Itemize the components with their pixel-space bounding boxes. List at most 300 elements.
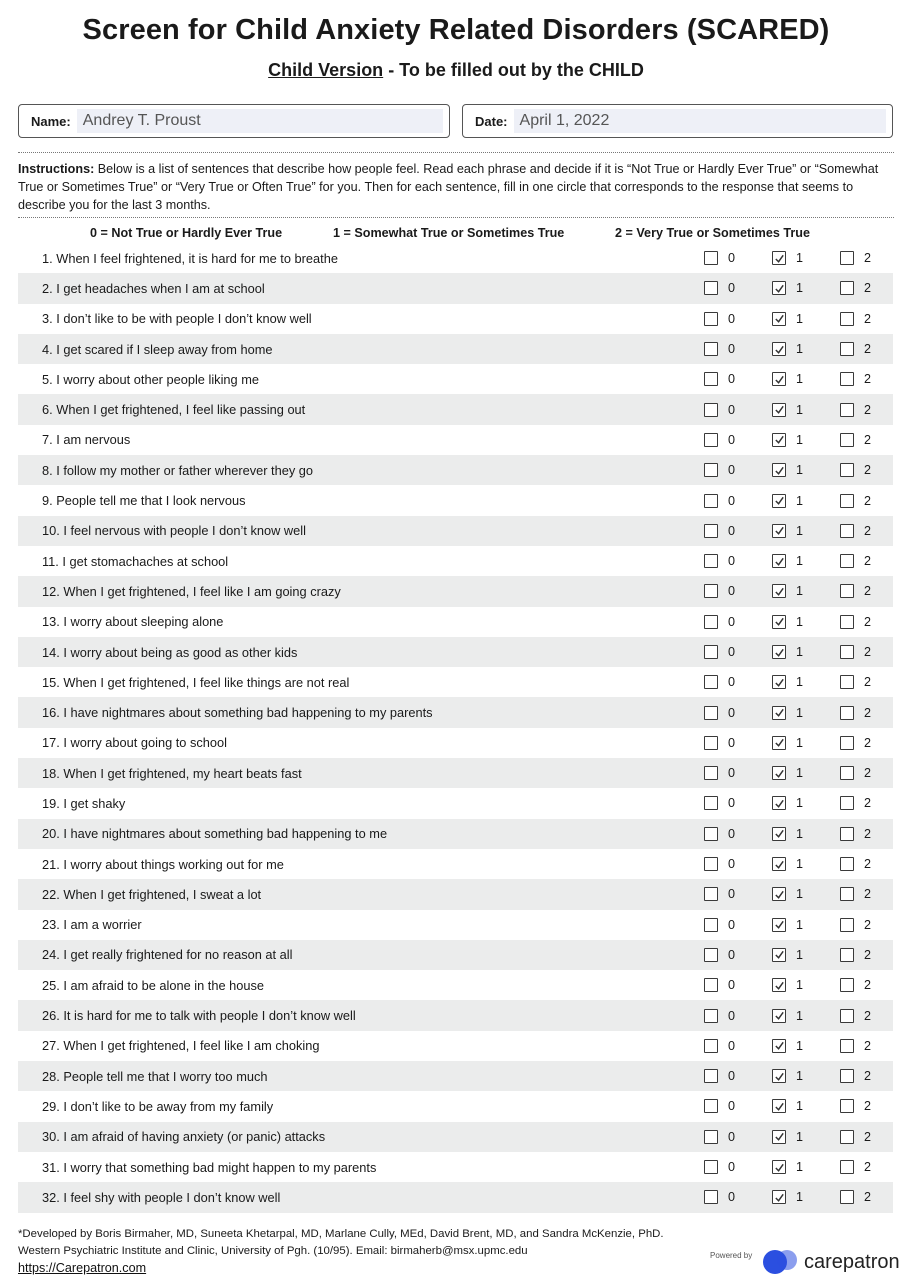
option-1 [772,342,803,356]
question-row [18,1091,893,1121]
check-icon [774,889,785,900]
checkbox[interactable] [840,281,854,295]
option-label: 0 [728,735,736,750]
checkbox[interactable] [704,615,718,629]
option-1 [772,312,803,326]
question-row [18,910,893,940]
question-row [18,273,893,303]
checkbox[interactable] [704,1009,718,1023]
question-number: 26. [42,1008,60,1024]
question-row [18,637,893,667]
option-label: 2 [864,372,872,387]
checkbox[interactable] [704,766,718,780]
option-label: 2 [864,1008,872,1023]
question-row [18,758,893,788]
checkbox[interactable] [704,706,718,720]
option-0 [704,342,735,356]
question-text [42,402,305,417]
option-0 [704,1190,735,1204]
option-1 [772,584,803,598]
checkbox[interactable] [840,736,854,750]
question-number: 14. [42,644,60,660]
question-number: 1. [42,250,53,266]
option-label: 1 [796,342,804,357]
option-label: 2 [864,1069,872,1084]
question-label: I follow my mother or father wherever they go [56,462,314,478]
option-2 [840,736,871,750]
option-1 [772,645,803,659]
checkbox[interactable] [840,494,854,508]
option-label: 0 [728,614,736,629]
option-0 [704,1069,735,1083]
checkbox[interactable] [840,1160,854,1174]
checked-checkbox[interactable] [772,494,786,508]
question-label: I worry about going to school [63,735,227,751]
question-row [18,485,893,515]
form-subtitle [0,60,912,81]
name-field [18,104,450,138]
checkbox[interactable] [840,675,854,689]
option-label: 0 [728,796,736,811]
checkbox[interactable] [840,645,854,659]
question-number: 5. [42,371,53,387]
checkbox[interactable] [704,281,718,295]
check-icon [774,253,785,264]
option-label: 1 [796,917,804,932]
question-number: 7. [42,432,53,448]
question-text [42,947,292,962]
carepatron-brand [762,1248,900,1276]
question-row [18,455,893,485]
question-row [18,243,893,273]
checkbox[interactable] [840,1069,854,1083]
checkbox[interactable] [840,857,854,871]
checkbox[interactable] [704,1069,718,1083]
question-text [42,675,349,690]
checked-checkbox[interactable] [772,706,786,720]
checkbox[interactable] [704,494,718,508]
question-number: 24. [42,947,60,963]
checkbox[interactable] [704,736,718,750]
option-label: 0 [728,493,736,508]
checked-checkbox[interactable] [772,584,786,598]
carepatron-link[interactable]: https://Carepatron.com [18,1261,147,1275]
question-label: I worry about other people liking me [56,371,259,387]
checked-checkbox[interactable] [772,1069,786,1083]
option-2 [840,524,871,538]
check-icon [774,283,785,294]
option-label: 0 [728,311,736,326]
checkbox[interactable] [840,342,854,356]
question-label: People tell me that I worry too much [63,1068,268,1084]
option-1 [772,1099,803,1113]
option-label: 2 [864,281,872,296]
option-label: 0 [728,584,736,599]
checkbox[interactable] [704,584,718,598]
option-label: 1 [796,493,804,508]
checkbox[interactable] [840,312,854,326]
checkbox[interactable] [704,948,718,962]
checkbox[interactable] [840,1130,854,1144]
option-label: 0 [728,705,736,720]
question-text [42,1160,376,1175]
question-text [42,584,341,599]
option-label: 1 [796,523,804,538]
checkbox[interactable] [840,1009,854,1023]
checkbox[interactable] [704,1039,718,1053]
checked-checkbox[interactable] [772,1009,786,1023]
check-icon [774,313,785,324]
question-row [18,940,893,970]
question-label: I have nightmares about something bad happening to me [63,826,388,842]
checkbox[interactable] [840,584,854,598]
question-number: 21. [42,856,60,872]
checkbox[interactable] [704,1099,718,1113]
checked-checkbox[interactable] [772,948,786,962]
option-label: 1 [796,1099,804,1114]
question-number: 2. [42,280,53,296]
option-label: 1 [796,1008,804,1023]
checkbox[interactable] [704,251,718,265]
question-text [42,463,313,478]
option-label: 0 [728,523,736,538]
question-label: When I get frightened, I sweat a lot [63,886,262,902]
checkbox[interactable] [840,887,854,901]
question-number: 25. [42,977,60,993]
checkbox[interactable] [840,796,854,810]
option-label: 0 [728,251,736,266]
checked-checkbox[interactable] [772,554,786,568]
question-text [42,766,302,781]
question-number: 8. [42,462,53,478]
option-label: 0 [728,947,736,962]
option-2 [840,403,871,417]
option-2 [840,1190,871,1204]
checked-checkbox[interactable] [772,372,786,386]
checkbox[interactable] [840,403,854,417]
checked-checkbox[interactable] [772,978,786,992]
question-label: When I get frightened, I feel like passing out [56,402,306,418]
option-0 [704,524,735,538]
option-label: 0 [728,342,736,357]
checkbox[interactable] [704,796,718,810]
checked-checkbox[interactable] [772,433,786,447]
checkbox[interactable] [840,433,854,447]
question-label: I feel nervous with people I don’t know well [63,523,306,539]
checkbox[interactable] [840,706,854,720]
question-label: I don’t like to be away from my family [63,1098,274,1114]
question-row [18,667,893,697]
option-2 [840,857,871,871]
checked-checkbox[interactable] [772,1099,786,1113]
check-icon [774,677,785,688]
checked-checkbox[interactable] [772,827,786,841]
checkbox[interactable] [704,554,718,568]
option-label: 2 [864,1190,872,1205]
checked-checkbox[interactable] [772,857,786,871]
question-label: I don’t like to be with people I don’t know well [56,311,312,327]
option-label: 1 [796,311,804,326]
checkbox[interactable] [704,372,718,386]
checked-checkbox[interactable] [772,736,786,750]
checkbox[interactable] [704,918,718,932]
question-text [42,705,433,720]
question-label: I get headaches when I am at school [56,280,265,296]
subtitle-version: Child Version [268,60,384,80]
legend-2: 2 = Very True or Sometimes True [615,226,810,240]
question-text [42,432,130,447]
checked-checkbox[interactable] [772,342,786,356]
option-label: 0 [728,675,736,690]
question-number: 19. [42,795,60,811]
option-0 [704,736,735,750]
checkbox[interactable] [704,342,718,356]
option-2 [840,463,871,477]
option-label: 0 [728,372,736,387]
option-label: 2 [864,947,872,962]
option-2 [840,645,871,659]
checkbox[interactable] [704,887,718,901]
option-label: 1 [796,372,804,387]
option-1 [772,494,803,508]
checked-checkbox[interactable] [772,1039,786,1053]
checkbox[interactable] [704,1160,718,1174]
checkbox[interactable] [840,1039,854,1053]
option-2 [840,433,871,447]
checkbox[interactable] [704,857,718,871]
option-label: 1 [796,857,804,872]
option-label: 1 [796,281,804,296]
checked-checkbox[interactable] [772,615,786,629]
question-text [42,251,338,266]
question-text [42,372,259,387]
option-label: 1 [796,1069,804,1084]
checkbox[interactable] [840,766,854,780]
option-0 [704,948,735,962]
question-number: 15. [42,674,60,690]
checkbox[interactable] [840,827,854,841]
option-0 [704,827,735,841]
option-1 [772,887,803,901]
checked-checkbox[interactable] [772,675,786,689]
option-label: 0 [728,978,736,993]
checkbox[interactable] [704,827,718,841]
checked-checkbox[interactable] [772,524,786,538]
question-text [42,311,312,326]
option-label: 2 [864,342,872,357]
checkbox[interactable] [840,1190,854,1204]
option-1 [772,796,803,810]
checkbox[interactable] [840,251,854,265]
check-icon [774,495,785,506]
question-text [42,645,297,660]
checked-checkbox[interactable] [772,251,786,265]
question-label: I worry about things working out for me [63,856,284,872]
question-label: When I get frightened, I feel like I am going crazy [63,583,341,599]
checked-checkbox[interactable] [772,766,786,780]
option-label: 0 [728,857,736,872]
checkbox[interactable] [840,554,854,568]
checked-checkbox[interactable] [772,645,786,659]
question-text [42,978,264,993]
option-label: 2 [864,614,872,629]
checkbox[interactable] [704,645,718,659]
option-1 [772,403,803,417]
checkbox[interactable] [704,524,718,538]
option-label: 2 [864,1160,872,1175]
checkbox[interactable] [840,615,854,629]
option-label: 2 [864,645,872,659]
checkbox[interactable] [704,403,718,417]
instructions-text: Below is a list of sentences that describe how people feel. Read each phrase and decide if it is “Not True or Hardly Ever True” or “Somewhat True or Sometimes True” or “Very True or Often True” for you. Then for each sentence, fill in one circle that corresponds to the response that seems to describe you for the last 3 months. [18,162,879,212]
divider-bottom [18,217,894,218]
check-icon [774,525,785,536]
checkbox[interactable] [704,433,718,447]
question-label: I get really frightened for no reason at all [63,947,293,963]
option-label: 2 [864,735,872,750]
option-0 [704,403,735,417]
question-text [42,614,223,629]
question-row [18,1122,893,1152]
question-row [18,728,893,758]
option-label: 0 [728,463,736,478]
option-2 [840,494,871,508]
option-label: 1 [796,826,804,841]
checkbox[interactable] [840,1099,854,1113]
check-icon [774,1162,785,1173]
question-row [18,425,893,455]
option-label: 1 [796,1160,804,1175]
question-number: 12. [42,583,60,599]
divider-top [18,152,894,153]
check-icon [774,919,785,930]
option-label: 2 [864,584,872,599]
checked-checkbox[interactable] [772,1190,786,1204]
question-label: I am a worrier [63,917,142,933]
checkbox[interactable] [840,372,854,386]
option-label: 0 [728,554,736,569]
question-text [42,796,125,811]
question-row [18,304,893,334]
checked-checkbox[interactable] [772,918,786,932]
option-label: 2 [864,251,872,266]
question-label: I get stomachaches at school [62,553,229,569]
checked-checkbox[interactable] [772,281,786,295]
option-0 [704,312,735,326]
question-row [18,1182,893,1212]
option-label: 2 [864,523,872,538]
option-0 [704,584,735,598]
question-number: 17. [42,735,60,751]
question-row [18,970,893,1000]
option-2 [840,796,871,810]
check-icon [774,828,785,839]
checkbox[interactable] [704,463,718,477]
option-0 [704,887,735,901]
question-row [18,516,893,546]
option-label: 1 [796,1038,804,1053]
checked-checkbox[interactable] [772,1130,786,1144]
option-label: 0 [728,917,736,932]
checked-checkbox[interactable] [772,796,786,810]
checkbox[interactable] [840,948,854,962]
checkbox[interactable] [704,1190,718,1204]
checkbox[interactable] [840,463,854,477]
date-field [462,104,893,138]
question-number: 27. [42,1038,60,1054]
question-number: 4. [42,341,53,357]
question-number: 32. [42,1189,60,1205]
check-icon [774,707,785,718]
option-0 [704,554,735,568]
option-label: 1 [796,614,804,629]
checkbox[interactable] [840,524,854,538]
option-0 [704,857,735,871]
checked-checkbox[interactable] [772,887,786,901]
option-0 [704,1099,735,1113]
question-text [42,493,245,508]
question-number: 18. [42,765,60,781]
check-icon [774,434,785,445]
checkbox[interactable] [704,675,718,689]
option-label: 1 [796,675,804,690]
option-1 [772,1160,803,1174]
question-label: I worry about being as good as other kids [63,644,298,660]
check-icon [774,616,785,627]
checkbox[interactable] [704,978,718,992]
date-input[interactable]: April 1, 2022 [514,109,886,133]
checkbox[interactable] [840,918,854,932]
instructions-label: Instructions: [18,162,95,176]
option-0 [704,706,735,720]
question-label: I have nightmares about something bad happening to my parents [63,705,433,721]
question-label: People tell me that I look nervous [56,493,246,509]
question-row [18,788,893,818]
question-label: I am afraid to be alone in the house [63,977,264,993]
option-label: 1 [796,796,804,811]
checkbox[interactable] [704,312,718,326]
question-label: When I feel frightened, it is hard for me to breathe [56,250,338,266]
option-0 [704,766,735,780]
check-icon [774,737,785,748]
legend-0: 0 = Not True or Hardly Ever True [90,226,283,240]
option-label: 0 [728,826,736,841]
checked-checkbox[interactable] [772,463,786,477]
check-icon [774,1071,785,1082]
option-label: 1 [796,947,804,962]
checkbox[interactable] [840,978,854,992]
question-text [42,1069,268,1084]
option-2 [840,948,871,962]
check-icon [774,586,785,597]
checkbox[interactable] [704,1130,718,1144]
option-label: 0 [728,1160,736,1175]
option-0 [704,918,735,932]
check-icon [774,344,785,355]
name-input[interactable]: Andrey T. Proust [77,109,443,133]
option-label: 1 [796,554,804,569]
checked-checkbox[interactable] [772,312,786,326]
option-0 [704,615,735,629]
checked-checkbox[interactable] [772,403,786,417]
question-label: When I get frightened, my heart beats fast [63,765,302,781]
checked-checkbox[interactable] [772,1160,786,1174]
option-label: 2 [864,887,872,902]
question-number: 11. [42,553,59,569]
question-text [42,735,227,750]
option-2 [840,554,871,568]
question-label: When I get frightened, I feel like things are not real [63,674,350,690]
